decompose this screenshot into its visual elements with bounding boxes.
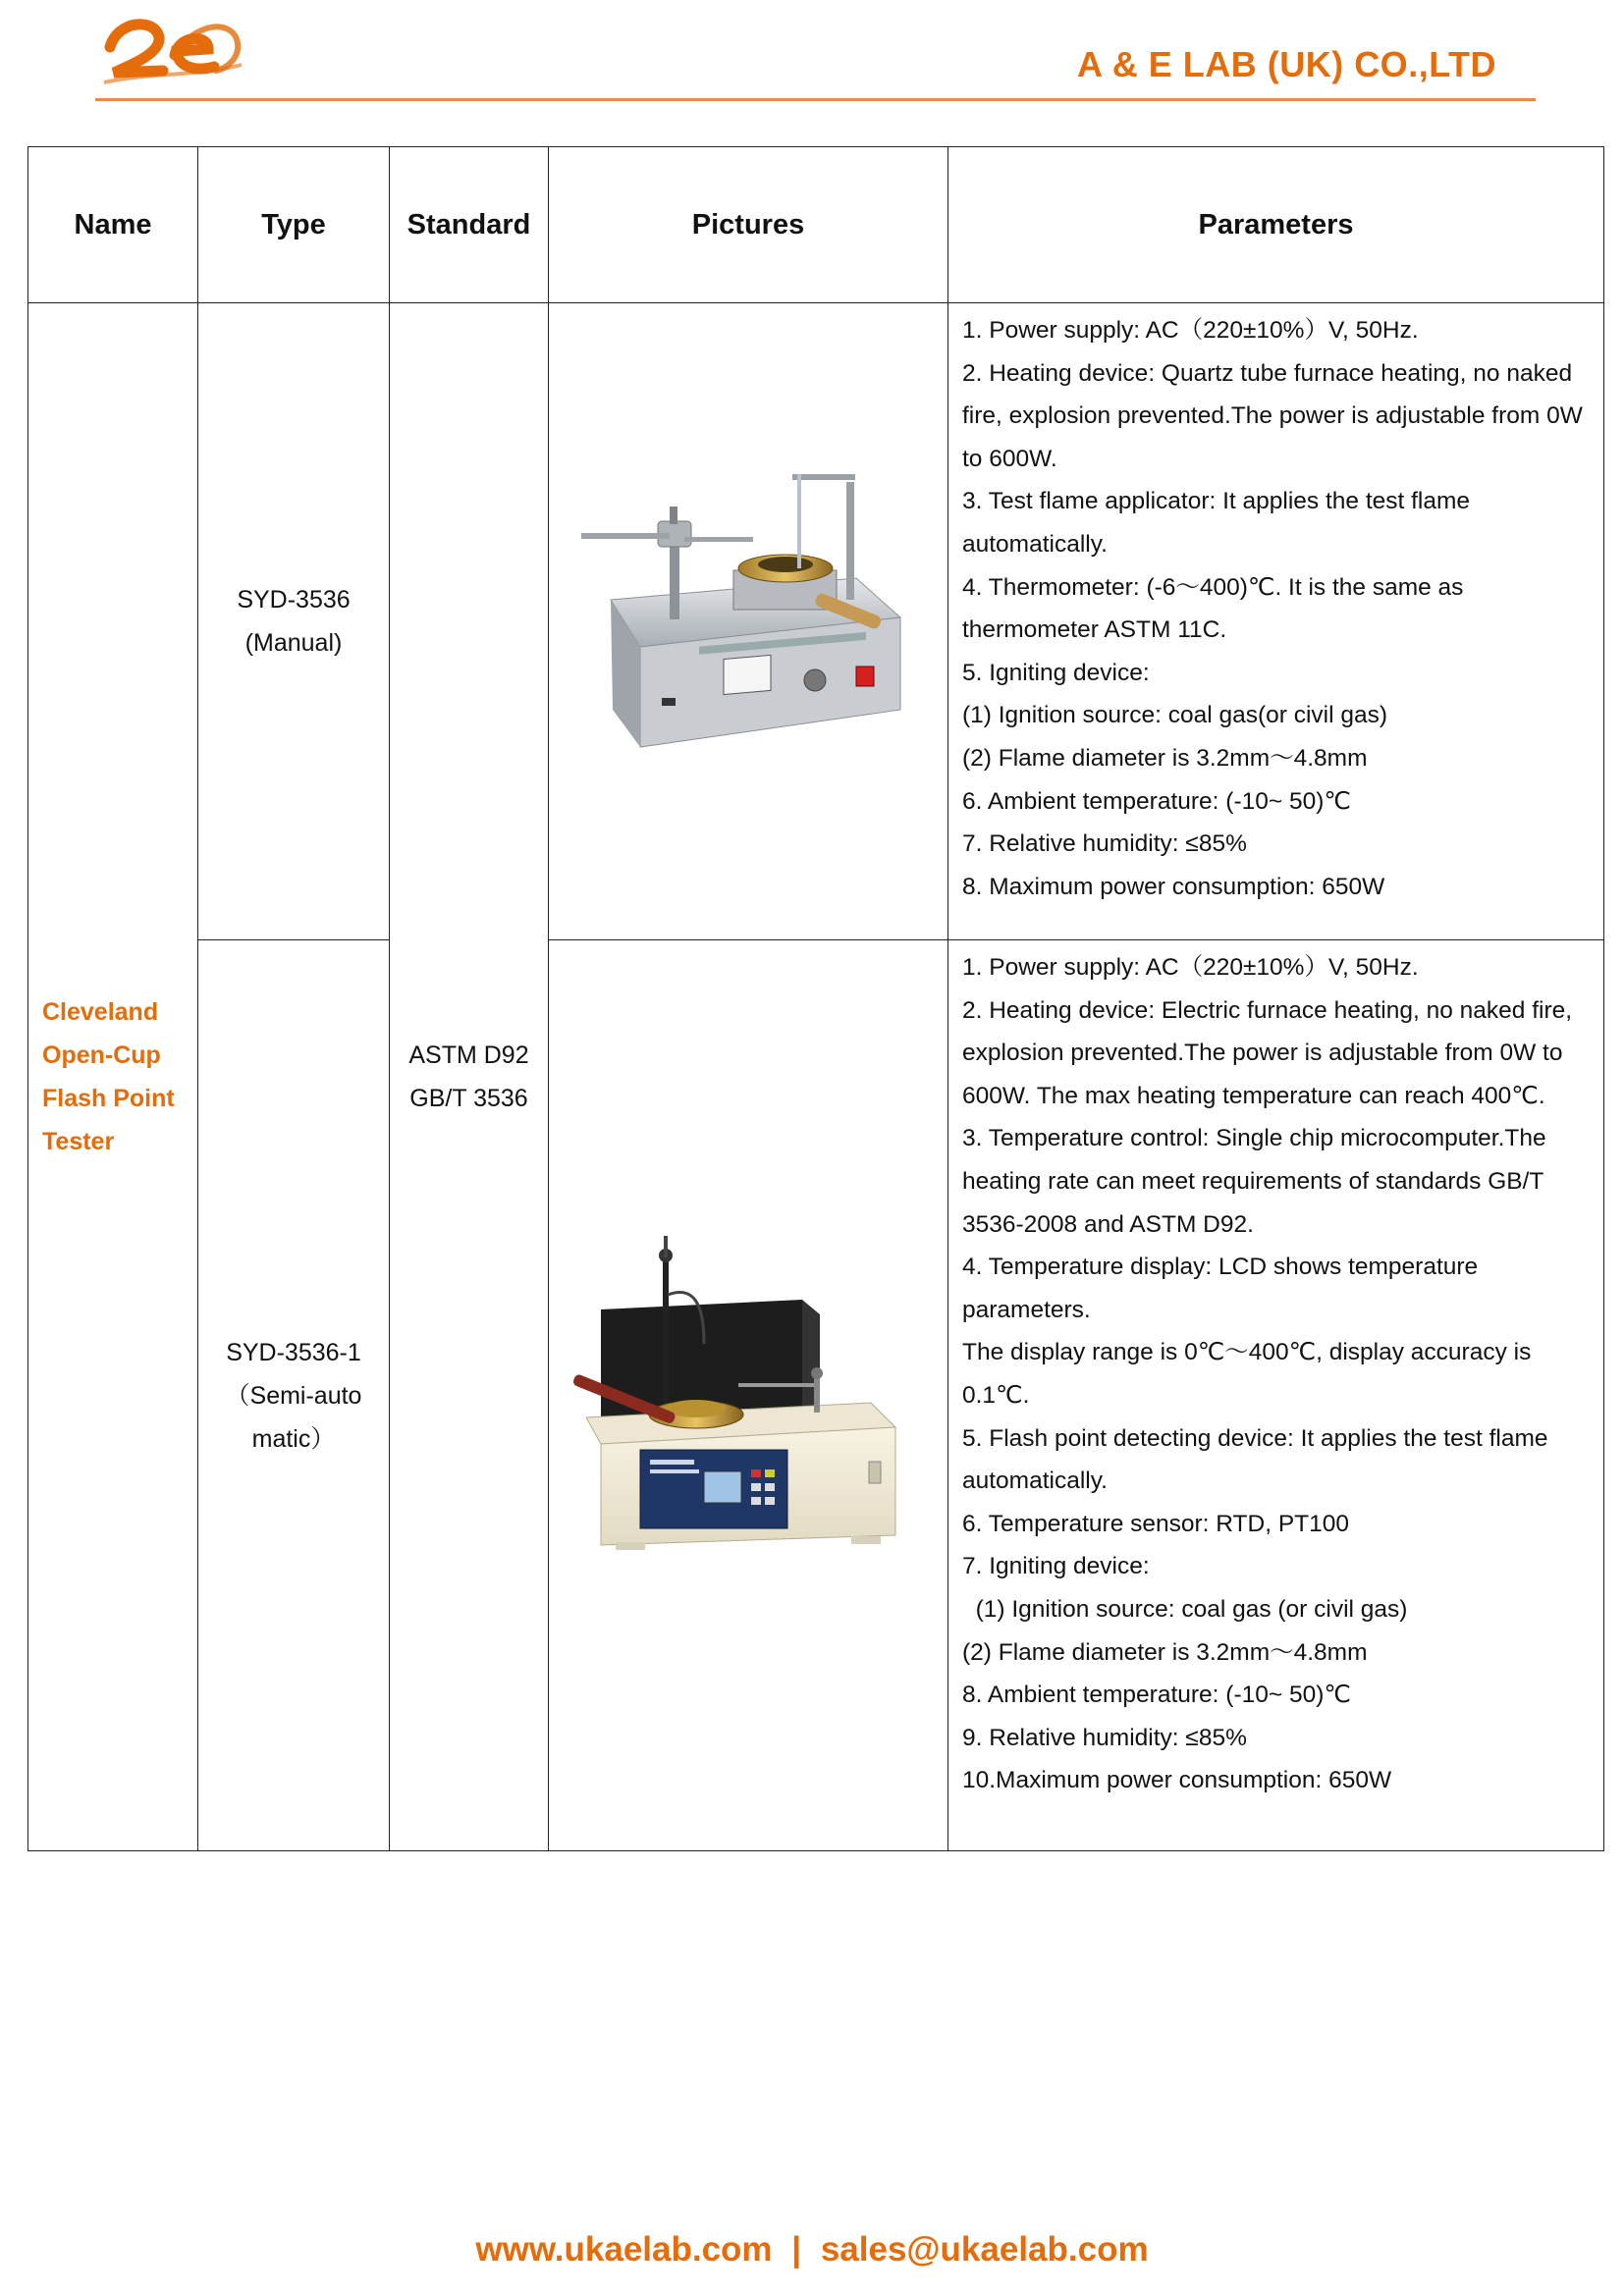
parameter-line: 6. Temperature sensor: RTD, PT100 bbox=[962, 1510, 1349, 1537]
standard-line: ASTM D92 bbox=[408, 1041, 529, 1069]
column-header-standard: Standard bbox=[390, 147, 549, 303]
parameter-line: (2) Flame diameter is 3.2mm～4.8mm bbox=[962, 744, 1368, 772]
type-model: SYD-3536 bbox=[237, 586, 351, 614]
type-mode: (Manual) bbox=[244, 629, 343, 657]
parameter-line: 3. Temperature control: Single chip microcomputer.The heating rate can meet requirements of standards GB/T 3536-2008 and ASTM D92. bbox=[962, 1125, 1546, 1238]
standard-cell bbox=[390, 303, 549, 1851]
parameter-line: 3. Test flame applicator: It applies the test flame automatically. bbox=[962, 488, 1471, 558]
parameter-line: The display range is 0℃～400℃, display accuracy is 0.1℃. bbox=[962, 1339, 1532, 1409]
parameter-line: (1) Ignition source: coal gas (or civil gas) bbox=[962, 1595, 1408, 1623]
parameter-line: 7. Relative humidity: ≤85% bbox=[962, 830, 1247, 858]
parameter-line: 5. Igniting device: bbox=[962, 659, 1150, 686]
parameter-line: 2. Heating device: Quartz tube furnace heating, no naked fire, explosion prevented.The power is adjustable from 0W to 600W. bbox=[962, 359, 1583, 472]
product-name-line: Flash Point bbox=[42, 1085, 175, 1112]
spec-table bbox=[27, 146, 1604, 1851]
parameters-cell bbox=[948, 303, 1604, 940]
column-header-type: Type bbox=[198, 147, 390, 303]
table-header-row bbox=[28, 147, 1604, 303]
parameter-line: 7. Igniting device: bbox=[962, 1553, 1150, 1580]
column-header-parameters: Parameters bbox=[948, 147, 1604, 303]
table-row bbox=[28, 303, 1604, 940]
ae-logo-icon bbox=[98, 14, 245, 92]
parameter-line: 1. Power supply: AC（220±10%）V, 50Hz. bbox=[962, 954, 1419, 981]
product-name-line: Tester bbox=[42, 1128, 115, 1155]
parameter-line: 9. Relative humidity: ≤85% bbox=[962, 1724, 1247, 1751]
parameter-line: 10.Maximum power consumption: 650W bbox=[962, 1767, 1392, 1794]
parameter-line: 4. Temperature display: LCD shows temperature parameters. bbox=[962, 1254, 1479, 1323]
product-name-cell bbox=[28, 303, 198, 1851]
table-row bbox=[28, 940, 1604, 1851]
parameter-line: 1. Power supply: AC（220±10%）V, 50Hz. bbox=[962, 317, 1419, 344]
parameter-line: 2. Heating device: Electric furnace heating, no naked fire, explosion prevented.The power is adjustable from 0W to 600W. The max heating temperature can reach 400℃. bbox=[962, 996, 1573, 1109]
type-cell bbox=[198, 303, 390, 940]
column-header-pictures: Pictures bbox=[549, 147, 948, 303]
header-divider bbox=[95, 98, 1536, 101]
type-mode: matic） bbox=[251, 1424, 336, 1453]
column-header-name: Name bbox=[28, 147, 198, 303]
email-link[interactable]: sales@ukaelab.com bbox=[820, 2230, 1149, 2269]
product-name-line: Open-Cup bbox=[42, 1041, 161, 1069]
parameters-cell bbox=[948, 940, 1604, 1851]
parameter-line: 5. Flash point detecting device: It applies the test flame automatically. bbox=[962, 1424, 1548, 1495]
footer-separator: | bbox=[791, 2230, 802, 2269]
picture-cell bbox=[549, 940, 948, 1851]
type-cell bbox=[198, 940, 390, 1851]
parameter-line: 6. Ambient temperature: (-10~ 50)℃ bbox=[962, 787, 1351, 815]
footer-contact bbox=[0, 2230, 1624, 2269]
semi-automatic-open-cup-tester-photo-icon bbox=[557, 1226, 940, 1560]
type-mode: （Semi-auto bbox=[225, 1381, 362, 1410]
parameter-line: (2) Flame diameter is 3.2mm～4.8mm bbox=[962, 1638, 1368, 1666]
manual-open-cup-tester-photo-icon bbox=[562, 453, 935, 786]
type-model: SYD-3536-1 bbox=[226, 1338, 361, 1366]
picture-cell bbox=[549, 303, 948, 940]
website-link[interactable]: www.ukaelab.com bbox=[475, 2230, 773, 2269]
standard-line: GB/T 3536 bbox=[409, 1085, 528, 1112]
product-name-line: Cleveland bbox=[42, 998, 159, 1026]
parameter-line: (1) Ignition source: coal gas(or civil gas) bbox=[962, 702, 1388, 729]
parameter-line: 8. Ambient temperature: (-10~ 50)℃ bbox=[962, 1682, 1351, 1709]
parameter-line: 8. Maximum power consumption: 650W bbox=[962, 873, 1385, 900]
parameter-line: 4. Thermometer: (-6～400)℃. It is the same as thermometer ASTM 11C. bbox=[962, 573, 1464, 644]
company-name: A & E LAB (UK) CO.,LTD bbox=[1077, 44, 1496, 84]
